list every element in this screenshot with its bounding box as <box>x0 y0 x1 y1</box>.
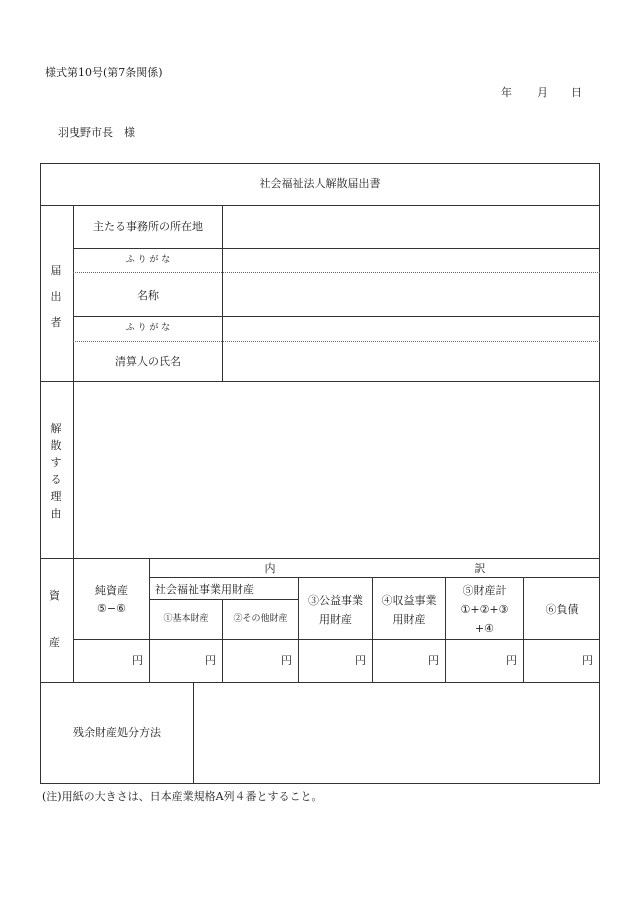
date-month-label: 月 <box>537 86 548 99</box>
yen-unit: 円 <box>506 654 517 667</box>
form-title: 社会福祉法人解散届出書 <box>259 177 381 190</box>
office-location-field[interactable] <box>223 206 599 248</box>
revenue-label-1: ④収益事業 <box>381 594 437 607</box>
divider <box>40 558 600 559</box>
name-label: 名称 <box>137 289 159 302</box>
public-interest-label-2: 用財産 <box>319 613 352 626</box>
divider <box>149 599 298 600</box>
addressee: 羽曳野市長 様 <box>58 126 135 139</box>
yen-unit: 円 <box>132 654 143 667</box>
yen-unit: 円 <box>582 654 593 667</box>
form-number: 様式第10号(第7条関係) <box>45 66 163 79</box>
revenue-label-2: 用財産 <box>392 613 426 626</box>
other-property-amount[interactable] <box>223 640 298 682</box>
total-label-1: ⑤財産計 <box>462 584 507 597</box>
date-day-label: 日 <box>571 86 582 99</box>
total-amount[interactable] <box>446 640 523 682</box>
residual-disposal-label: 残余財産処分方法 <box>73 726 161 739</box>
notifier-label: 届 出 者 <box>50 264 62 330</box>
public-interest-amount[interactable] <box>299 640 372 682</box>
revenue-amount[interactable] <box>373 640 445 682</box>
date-year-label: 年 <box>501 86 512 99</box>
welfare-property-label: 社会福祉事業用財産 <box>155 583 254 596</box>
net-assets-amount[interactable] <box>74 640 149 682</box>
liquidator-name-field[interactable] <box>223 342 599 381</box>
yen-unit: 円 <box>428 654 439 667</box>
furigana-field-1[interactable] <box>223 249 599 272</box>
assets-label-1: 資 <box>49 589 60 602</box>
public-interest-label-1: ③公益事業 <box>308 594 363 607</box>
liabilities-label: ⑥負債 <box>545 603 579 616</box>
liabilities-amount[interactable] <box>524 640 599 682</box>
yen-unit: 円 <box>355 654 366 667</box>
total-label-2: ①+②+③ <box>460 603 509 616</box>
basic-property-label: ①基本財産 <box>163 614 209 624</box>
divider <box>149 577 600 578</box>
furigana-label-2: ふ り が な <box>125 323 171 333</box>
yen-unit: 円 <box>281 654 292 667</box>
office-location-label: 主たる事務所の所在地 <box>93 220 203 233</box>
yen-unit: 円 <box>205 654 216 667</box>
dissolution-reason-field[interactable] <box>74 382 599 558</box>
assets-label-2: 産 <box>49 636 60 649</box>
residual-disposal-field[interactable] <box>194 683 599 783</box>
furigana-label-1: ふ り が な <box>125 255 171 265</box>
dissolution-reason-label: 解 散 す る 理 由 <box>50 422 62 521</box>
basic-property-amount[interactable] <box>150 640 222 682</box>
paper-size-note: (注)用紙の大きさは、日本産業規格A列４番とすること。 <box>42 790 323 803</box>
liquidator-name-label: 清算人の氏名 <box>115 355 181 368</box>
furigana-field-2[interactable] <box>223 317 599 341</box>
other-property-label: ②その他財産 <box>233 614 288 624</box>
breakdown-left: 内 <box>264 562 276 575</box>
net-assets-label: 純資産 <box>95 584 128 597</box>
total-label-3: +④ <box>474 622 495 635</box>
breakdown-right: 訳 <box>474 562 486 575</box>
name-field[interactable] <box>223 273 599 316</box>
net-assets-formula: ⑤−⑥ <box>97 602 126 615</box>
